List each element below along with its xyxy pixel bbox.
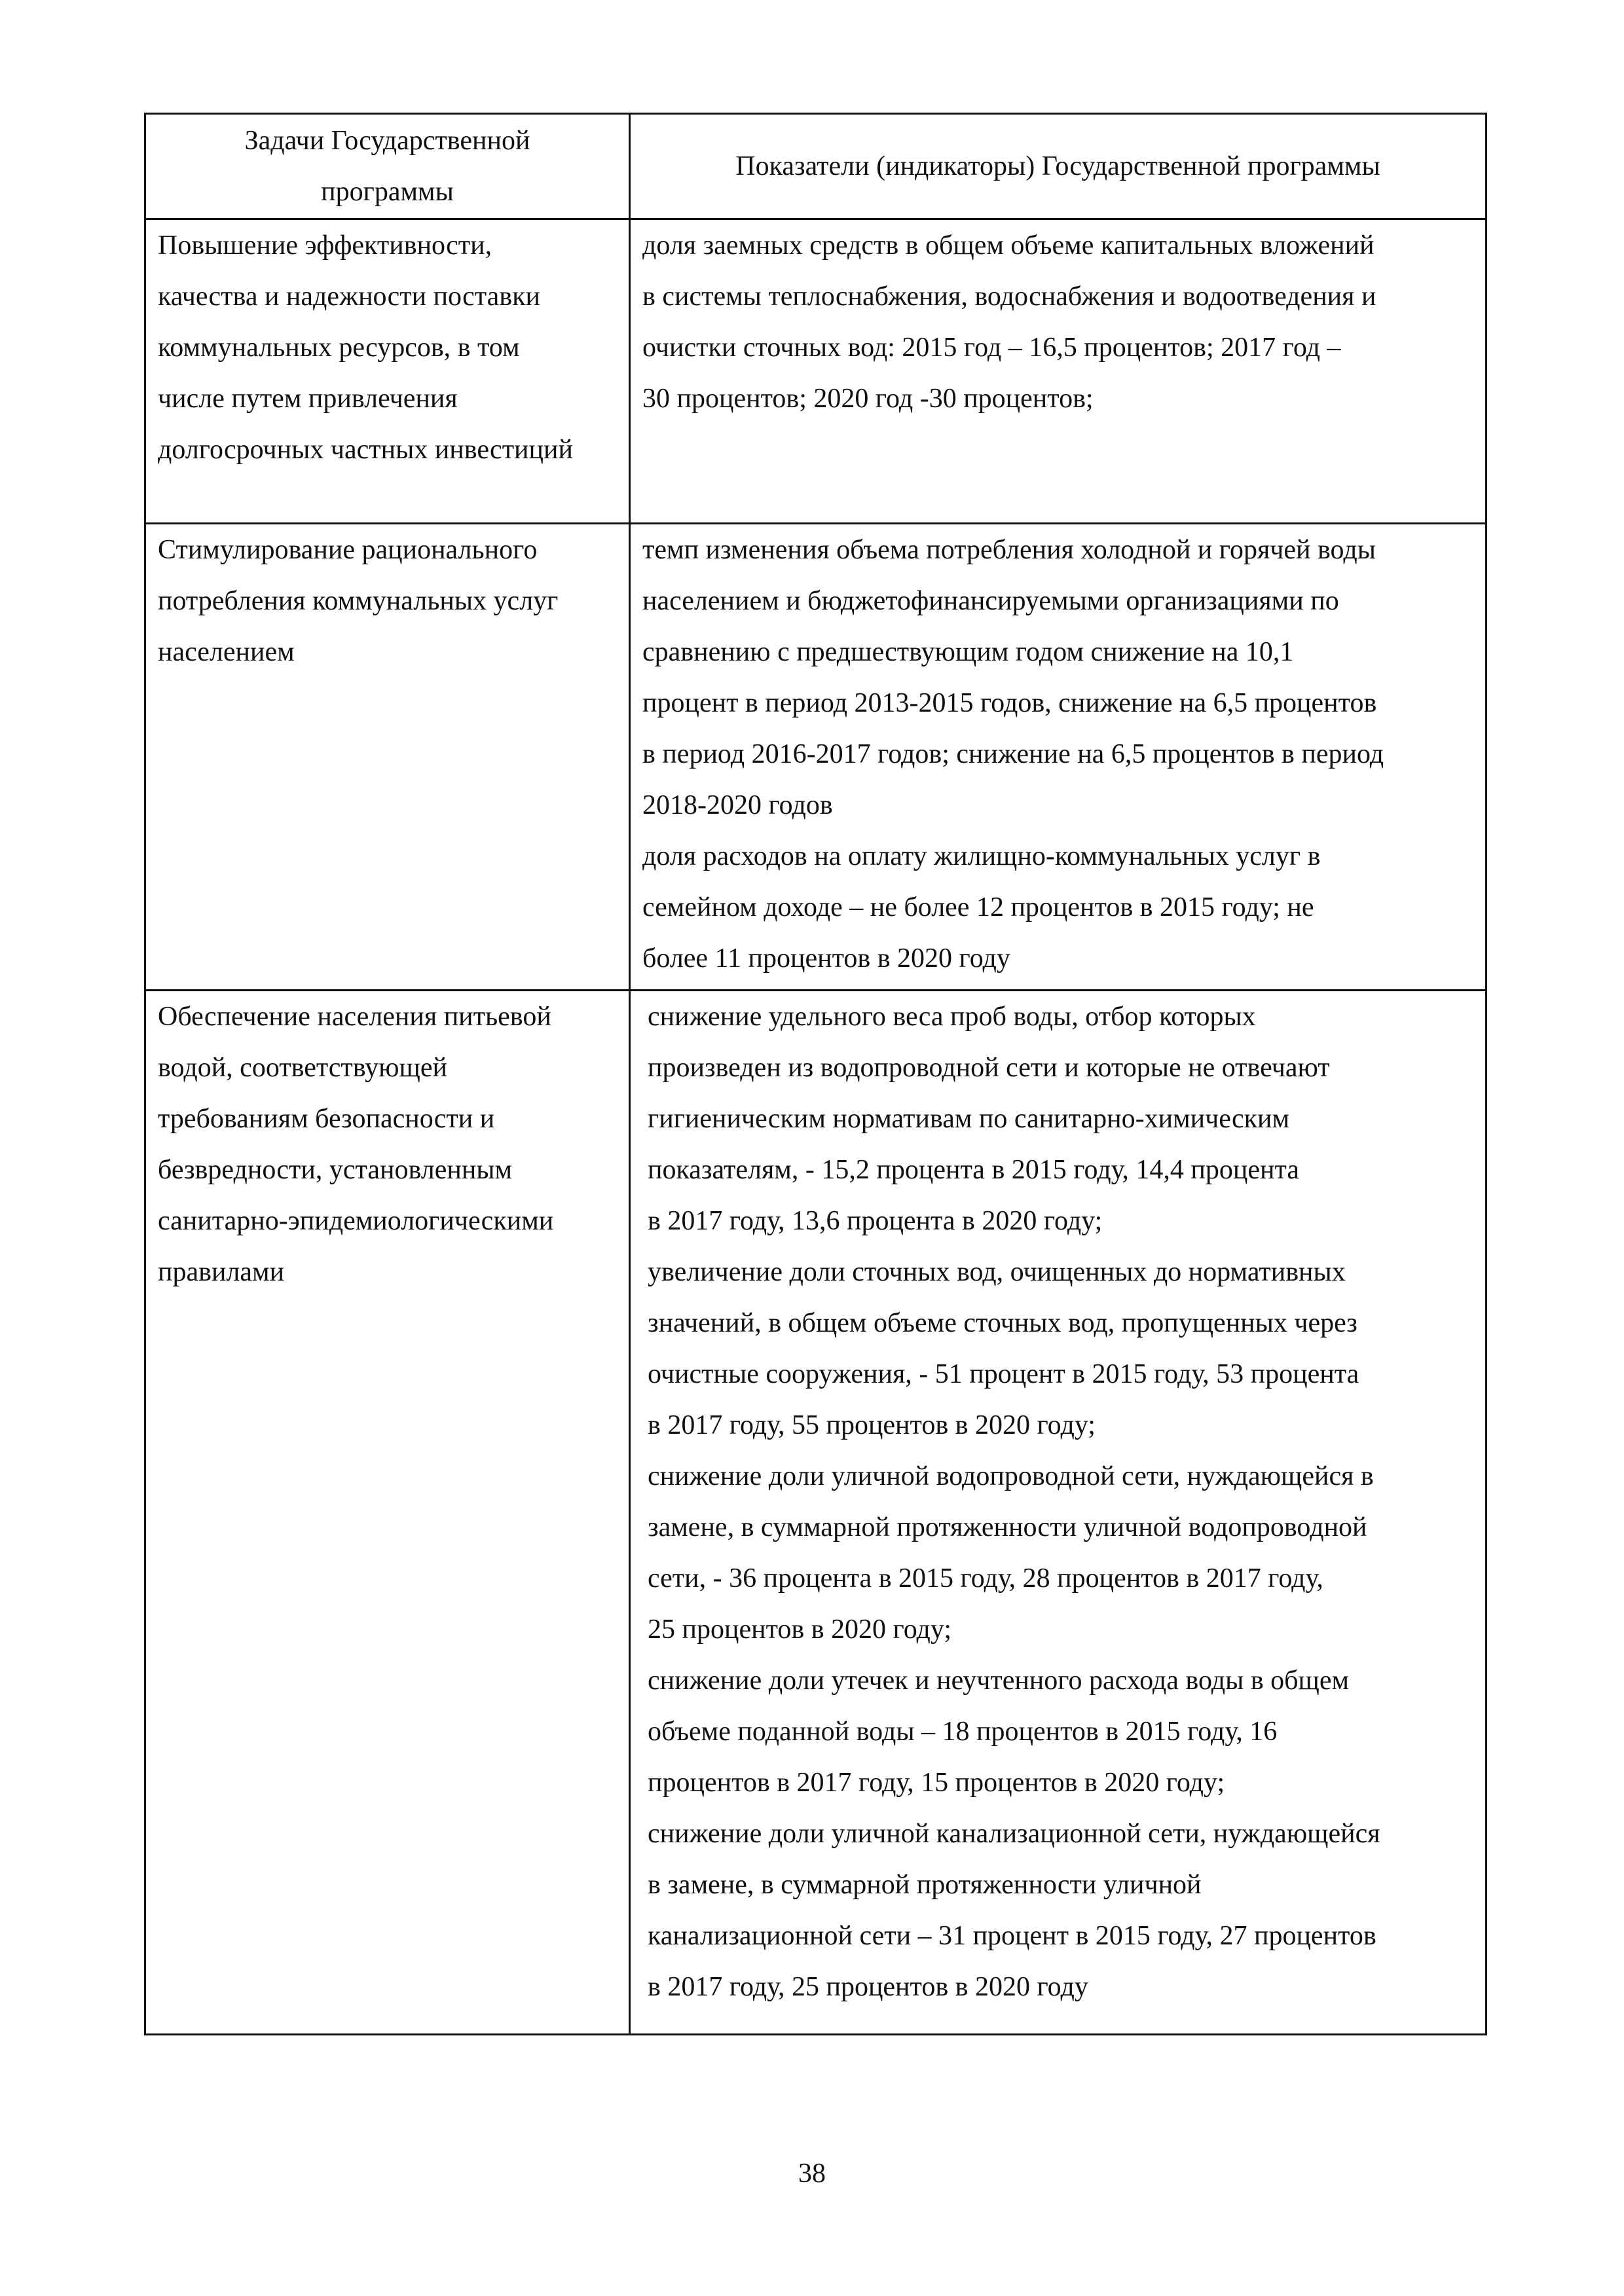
table-row bbox=[145, 991, 1486, 2035]
task-cell bbox=[145, 524, 630, 991]
indicator-line: в замене, в суммарной протяженности уличной bbox=[648, 1870, 1202, 1900]
indicator-cell bbox=[630, 991, 1486, 2035]
indicator-line: темп изменения объема потребления холодной и горячей воды bbox=[642, 535, 1376, 565]
task-line: требованиям безопасности и bbox=[158, 1104, 495, 1134]
indicator-line: в системы теплоснабжения, водоснабжения и водоотведения и bbox=[642, 282, 1376, 312]
indicator-line: 2018-2020 годов bbox=[642, 790, 833, 820]
task-line: безвредности, установленным bbox=[158, 1155, 513, 1185]
header-indicators-cell bbox=[630, 114, 1486, 219]
header-tasks-line: Задачи Государственной bbox=[244, 126, 530, 156]
indicator-line: снижение доли уличной канализационной сети, нуждающейся bbox=[648, 1819, 1380, 1849]
indicator-line: объеме поданной воды – 18 процентов в 2015 году, 16 bbox=[648, 1717, 1278, 1747]
indicator-line: 30 процентов; 2020 год -30 процентов; bbox=[642, 384, 1094, 414]
indicator-line: снижение доли утечек и неучтенного расхода воды в общем bbox=[648, 1666, 1350, 1696]
indicator-line: снижение доли уличной водопроводной сети, нуждающейся в bbox=[648, 1461, 1374, 1491]
task-line: потребления коммунальных услуг bbox=[158, 586, 559, 616]
indicator-line: значений, в общем объеме сточных вод, пропущенных через bbox=[648, 1308, 1357, 1338]
task-line: населением bbox=[158, 637, 295, 667]
page-number: 38 bbox=[798, 2159, 826, 2189]
indicator-line: увеличение доли сточных вод, очищенных до нормативных bbox=[648, 1257, 1346, 1287]
task-line: коммунальных ресурсов, в том bbox=[158, 333, 520, 363]
indicator-line: процент в период 2013-2015 годов, снижение на 6,5 процентов bbox=[642, 688, 1377, 718]
indicator-cell bbox=[630, 524, 1486, 991]
indicator-line: доля заемных средств в общем объеме капитальных вложений bbox=[642, 230, 1375, 261]
indicators-table bbox=[144, 113, 1487, 2035]
task-line: числе путем привлечения bbox=[158, 384, 458, 414]
indicator-line: 25 процентов в 2020 году; bbox=[648, 1614, 951, 1645]
task-line: Повышение эффективности, bbox=[158, 230, 492, 261]
indicator-cell bbox=[630, 219, 1486, 524]
task-cell bbox=[145, 991, 630, 2035]
task-line: правилами bbox=[158, 1257, 285, 1287]
indicator-line: замене, в суммарной протяженности уличной водопроводной bbox=[648, 1512, 1367, 1542]
indicator-line: показателям, - 15,2 процента в 2015 году, 14,4 процента bbox=[648, 1155, 1299, 1185]
indicator-line: доля расходов на оплату жилищно-коммунальных услуг в bbox=[642, 841, 1321, 871]
indicator-line: более 11 процентов в 2020 году bbox=[642, 943, 1010, 974]
task-line: Обеспечение населения питьевой bbox=[158, 1002, 551, 1032]
indicator-line: очистки сточных вод: 2015 год – 16,5 процентов; 2017 год – bbox=[642, 333, 1341, 363]
indicator-line: сравнению с предшествующим годом снижение на 10,1 bbox=[642, 637, 1294, 667]
task-line: санитарно-эпидемиологическими bbox=[158, 1206, 554, 1236]
task-line: Стимулирование рационального bbox=[158, 535, 538, 565]
table-row bbox=[145, 219, 1486, 524]
indicator-line: очистные сооружения, - 51 процент в 2015 году, 53 процента bbox=[648, 1359, 1359, 1389]
task-cell bbox=[145, 219, 630, 524]
header-tasks-line: программы bbox=[321, 177, 454, 207]
header-tasks-cell bbox=[145, 114, 630, 219]
indicator-line: в период 2016-2017 годов; снижение на 6,5 процентов в период bbox=[642, 739, 1384, 769]
indicator-line: в 2017 году, 55 процентов в 2020 году; bbox=[648, 1410, 1096, 1440]
table-header-row bbox=[145, 114, 1486, 219]
indicator-line: процентов в 2017 году, 15 процентов в 2020 году; bbox=[648, 1768, 1225, 1798]
indicator-line: произведен из водопроводной сети и которые не отвечают bbox=[648, 1053, 1330, 1083]
table-row bbox=[145, 524, 1486, 991]
indicator-line: снижение удельного веса проб воды, отбор которых bbox=[648, 1002, 1256, 1032]
indicator-line: в 2017 году, 25 процентов в 2020 году bbox=[648, 1972, 1088, 2002]
indicator-line: в 2017 году, 13,6 процента в 2020 году; bbox=[648, 1206, 1103, 1236]
indicator-line: сети, - 36 процента в 2015 году, 28 процентов в 2017 году, bbox=[648, 1563, 1323, 1594]
indicator-line: населением и бюджетофинансируемыми организациями по bbox=[642, 586, 1339, 616]
indicator-line: канализационной сети – 31 процент в 2015 году, 27 процентов bbox=[648, 1921, 1376, 1951]
task-line: качества и надежности поставки bbox=[158, 282, 540, 312]
task-line: долгосрочных частных инвестиций bbox=[158, 435, 573, 465]
indicator-line: семейном доходе – не более 12 процентов в 2015 году; не bbox=[642, 892, 1314, 922]
header-indicators-text: Показатели (индикаторы) Государственной программы bbox=[735, 151, 1380, 181]
task-line: водой, соответствующей bbox=[158, 1053, 447, 1083]
indicator-line: гигиеническим нормативам по санитарно-химическим bbox=[648, 1104, 1290, 1134]
